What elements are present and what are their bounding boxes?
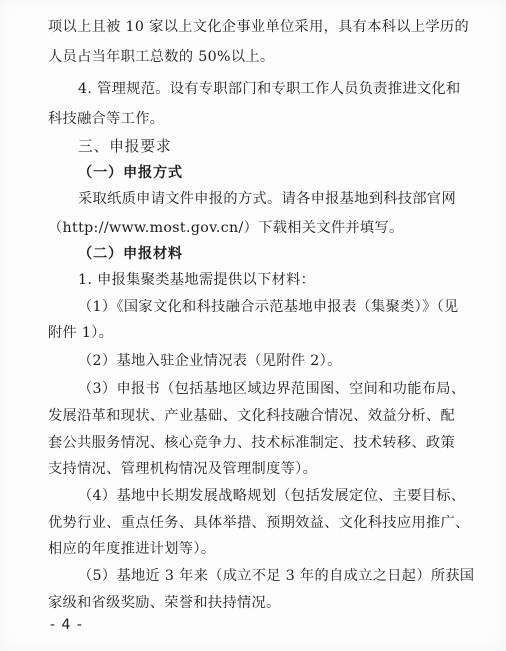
subsection-heading-submission-method: （一）申报方式 <box>78 165 183 181</box>
body-text-line-15: 发展沿革和现状、产业基础、文化科技融合情况、效益分析、配 <box>48 408 456 424</box>
body-text-line-3: 4. 管理规范。设有专职部门和专职工作人员负责推进文化和 <box>78 81 461 97</box>
body-text-line-16: 套公共服务情况、核心竞争力、技术标准制定、技术转移、政策 <box>48 435 456 451</box>
body-text-line-7: 采取纸质申请文件申报的方式。请各申报基地到科技部官网 <box>78 191 456 207</box>
body-text-line-11: （1）《国家文化和科技融合示范基地申报表（集聚类）》（见 <box>78 299 459 315</box>
body-text-line-21: （5）基地近 3 年来（成立不足 3 年的自成立之日起）所获国 <box>78 568 475 584</box>
page-number: - 4 - <box>50 617 83 633</box>
section-heading: 三、申报要求 <box>78 138 172 155</box>
body-text-line-2: 人员占当年职工总数的 50%以上。 <box>48 49 275 65</box>
body-text-line-14: （3）申报书（包括基地区域边界范围图、空间和功能布局、 <box>78 381 466 397</box>
body-text-line-19: 优势行业、重点任务、具体举措、预期效益、文化科技应用推广、 <box>48 515 470 531</box>
body-text-line-13: （2）基地入驻企业情况表（见附件 2）。 <box>78 353 342 369</box>
body-text-line-18: （4）基地中长期发展战略规划（包括发展定位、主要目标、 <box>78 488 466 504</box>
body-text-line-8: （http://www.most.gov.cn/）下载相关文件并填写。 <box>48 220 404 236</box>
body-text-line-12: 附件 1）。 <box>48 325 114 341</box>
subsection-heading-submission-materials: （二）申报材料 <box>78 246 183 262</box>
body-text-line-1: 项以上且被 10 家以上文化企事业单位采用，具有本科以上学历的 <box>48 19 469 35</box>
body-text-line-17: 支持情况、管理机构情况及管理制度等）。 <box>48 461 318 477</box>
body-text-line-10: 1. 申报集聚类基地需提供以下材料： <box>78 272 316 288</box>
body-text-line-20: 相应的年度推进计划等）。 <box>48 541 216 557</box>
body-text-line-22: 家级和省级奖励、荣誉和扶持情况。 <box>48 595 281 611</box>
body-text-line-4: 科技融合等工作。 <box>48 111 165 127</box>
